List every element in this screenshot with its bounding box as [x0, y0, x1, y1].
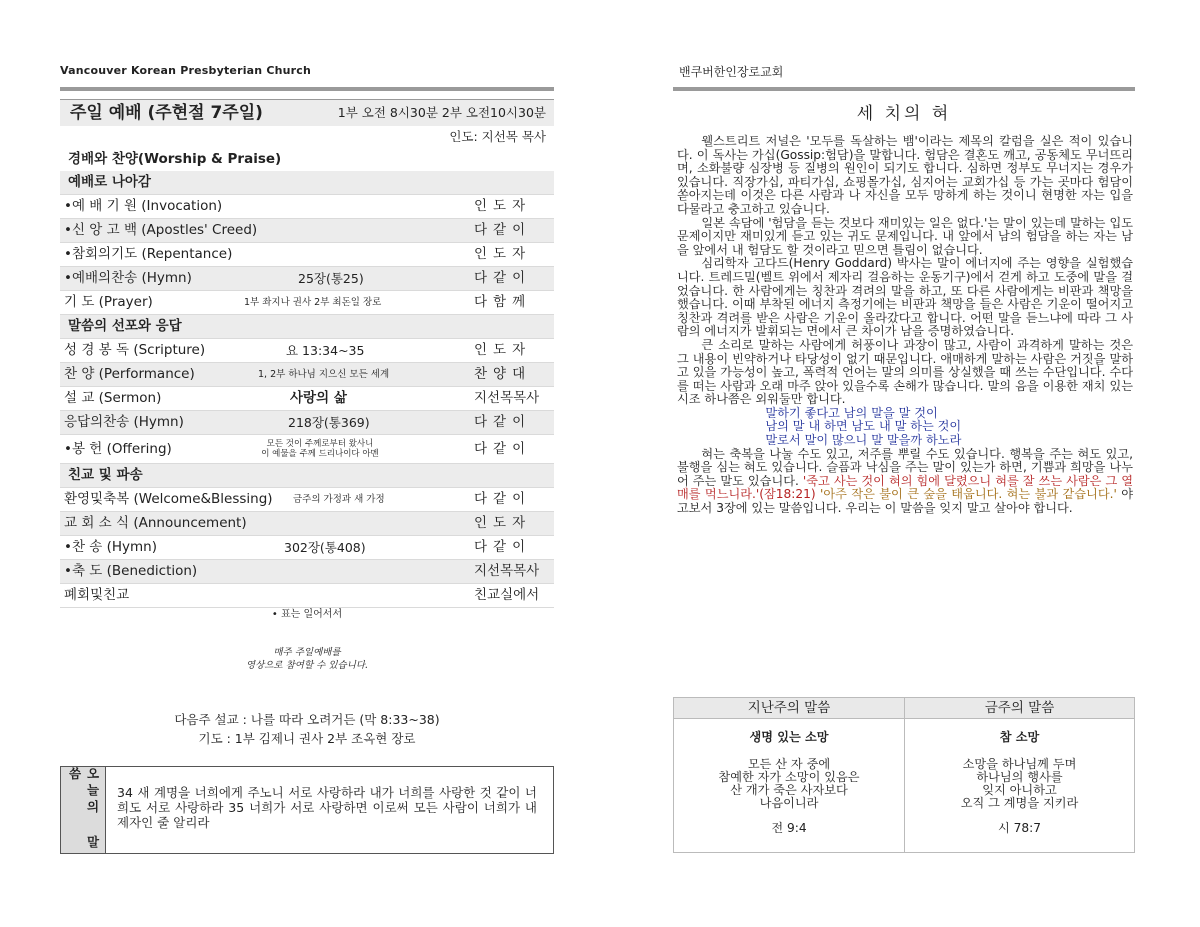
- order-item: 폐회및친교 친교실에서: [60, 584, 554, 608]
- service-leader: 인도: 지선목 목사: [449, 129, 546, 144]
- this-week-verse: 참 소망 소망을 하나님께 두며 하나님의 행사를 잊지 아니하고 오직 그 계명을 지키라 시 78:7: [960, 730, 1079, 835]
- order-of-worship: [60, 99, 554, 608]
- proverb-quote: '죽고 사는 것이 혀의 힘에 달렸으니 혀를 잘 쓰는 사람은 그 열매를 먹느니라.'(잠18:21): [677, 473, 1133, 502]
- order-item: 성 경 봉 독 (Scripture) 요 13:34~35 인도자: [60, 339, 554, 363]
- order-item: •신 앙 고 백 (Apostles' Creed) 다같이: [60, 219, 554, 243]
- order-item: •찬 송 (Hymn) 302장(통408) 다같이: [60, 536, 554, 560]
- column-paragraph: 일본 속담에 '험담을 듣는 것보다 재미있는 일은 없다.'는 말이 있는데 말하는 입도 문제이지만 재미있게 듣고 있는 귀도 문제입니다. 내 앞에서 남의 험담을 하는 자는 남을 앞에서 내 험담도 할 것이라고 믿으면 틀림이 없습니다.: [677, 215, 1133, 257]
- column-page: [673, 0, 1135, 927]
- last-week-header: 지난주의 말씀: [674, 698, 904, 719]
- church-name-english: Vancouver Korean Presbyterian Church: [60, 64, 312, 77]
- column-body: [677, 135, 1133, 516]
- order-item: •봉 헌 (Offering) 모든 것이 주께로부터 왔사니 이 예물을 주께 드리나이다 아멘 다같이: [60, 435, 554, 464]
- header-rule: [60, 87, 554, 91]
- james-quote: '아주 작은 불이 큰 숲을 태웁니다. 혀는 불과 같습니다.': [820, 487, 1117, 502]
- this-week-header: 금주의 말씀: [905, 698, 1134, 719]
- todays-word-text: 34 새 계명을 너희에게 주노니 서로 사랑하라 내가 너희를 사랑한 것 같이 너희도 서로 사랑하라 35 너희가 서로 사랑하면 이로써 모든 사람이 너희가 내 제자인 줄 알리라: [117, 785, 537, 830]
- service-times: 1부 오전 8시30분 2부 오전10시30분: [337, 105, 546, 120]
- next-sermon: 다음주 설교 : 나를 따라 오려거든 (막 8:33~38): [174, 712, 440, 727]
- order-item: •축 도 (Benediction) 지선목목사: [60, 560, 554, 584]
- words-box: [673, 697, 1135, 853]
- order-item: •예 배 기 원 (Invocation) 인도자: [60, 195, 554, 219]
- todays-word-label: 오늘의 말씀: [61, 767, 106, 853]
- order-item: 기 도 (Prayer) 1부 좌지나 권사 2부 최돈일 장로 다함께: [60, 291, 554, 315]
- header-rule: [673, 87, 1135, 91]
- order-item: 환영및축복 (Welcome&Blessing) 금주의 가정과 새 가정 다같이: [60, 488, 554, 512]
- order-item: •예배의찬송 (Hymn) 25장(통25) 다같이: [60, 267, 554, 291]
- order-item: 설 교 (Sermon) 사랑의 삶 지선목목사: [60, 387, 554, 411]
- column-paragraph: 웰스트리트 저널은 '모두를 독살하는 뱀'이라는 제목의 칼럼을 실은 적이 있습니다. 이 독사는 가십(Gossip:험담)을 말합니다. 험담은 결혼도 깨고, 공동체도 무너뜨리며, 소화불량 심장병 등 질병의 원인이 되기도 합니다. 심하면 정부도 무너지는 경우가 있습니다. 직장가십, 파티가십, 쇼핑몰가십, 심지어는 교회가십 등 가는 곳마다 험담이 쏟아지는데 이것은 다른 사람과 나 자신을 모두 망하게 하는 것이니 현명한 자는 입을 다물라고 충고하고 있습니다.: [677, 134, 1133, 216]
- todays-word-box: [60, 766, 554, 854]
- order-item: 찬 양 (Performance) 1, 2부 하나님 지으신 모든 세계 찬양대: [60, 363, 554, 387]
- order-item: 교 회 소 식 (Announcement) 인도자: [60, 512, 554, 536]
- bulletin-page: [60, 0, 554, 927]
- column-title: 세 치의 혀: [856, 104, 952, 124]
- next-prayer: 기도 : 1부 김제니 권사 2부 조옥현 장로: [198, 731, 416, 746]
- order-item: 응답의찬송 (Hymn) 218장(통369) 다같이: [60, 411, 554, 435]
- standing-note: • 표는 일어서서: [271, 609, 343, 620]
- church-name-korean: 밴쿠버한인장로교회: [679, 65, 784, 79]
- column-paragraph: 혀는 축복을 나눌 수도 있고, 저주를 뿌릴 수도 있습니다. 행복을 주는 혀도 있고, 불행을 심는 혀도 있습니다. 슬픔과 낙심을 주는 말이 있는가 하면, 기쁨과 희망을 나누어 주는 말도 있습니다. '죽고 사는 것이 혀의 힘에 달렸으니 혀를 잘 쓰는 사람은 그 열매를 먹느니라.'(잠18:21) '아주 작은 불이 큰 숲을 태웁니다. 혀는 불과 같습니다.' 야고보서 3장에 있는 말씀입니다. 우리는 이 말씀을 잊지 말고 살아야 합니다.: [677, 446, 1133, 516]
- service-title-row: [60, 100, 554, 126]
- column-paragraph: 심리학자 고다드(Henry Goddard) 박사는 말이 에너지에 주는 영향을 실험했습니다. 트레드밀(벨트 위에서 제자리 걸음하는 운동기구)에서 걷게 하고 도중에 말을 걸었습니다. 한 사람에게는 칭찬과 격려의 말을 하고, 또 다른 사람에게는 비판과 책망을 했습니다. 이때 부착된 에너지 측정기에는 비판과 책망을 들은 사람은 기운이 떨어지고 칭찬과 격려를 받은 사람은 기운이 올라갔다고 합니다. 어떤 말을 듣느냐에 따라 그 사람의 에너지가 발휘되는 면에서 큰 차이가 남을 증명하였습니다.: [677, 256, 1133, 339]
- sijo-line: 말로서 말이 많으니 말 말을까 하노라: [765, 433, 962, 448]
- last-week-verse: 생명 있는 소망 모든 산 자 중에 참예한 자가 소망이 있음은 산 개가 죽은 사자보다 나음이니라 전 9:4: [718, 730, 860, 835]
- online-worship-note: 매주 주일예배를 영상으로 참여할 수 있습니다.: [245, 647, 369, 671]
- section-fellowship: 친교 및 파송: [60, 464, 554, 488]
- column-paragraph: 큰 소리로 말하는 사람에게 허풍이나 과장이 많고, 사람이 과격하게 말하는 것은 그 내용이 빈약하거나 타당성이 없기 때문입니다. 애매하게 말하는 사람은 거짓을 말하고 있을 가능성이 높고, 폭력적 언어는 말의 의미를 상실했을 때 쓰는 수단입니다. 수다를 떠는 사람과 오래 마주 앉아 있을수록 손해가 많습니다. 말의 음을 이용한 재치 있는 시조 하나쯤은 외워둘만 합니다.: [677, 337, 1133, 407]
- service-title: 주일 예배 (주현절 7주일): [70, 103, 263, 123]
- order-item: •참회의기도 (Repentance) 인도자: [60, 243, 554, 267]
- sijo-line: 말하기 좋다고 남의 말을 말 것이: [765, 405, 938, 420]
- section-word: 말씀의 선포와 응답: [60, 315, 554, 339]
- sermon-title: 사랑의 삶: [290, 390, 347, 406]
- section-worship: 경배와 찬양(Worship & Praise): [68, 151, 282, 167]
- section-approach: 예배로 나아감: [60, 171, 554, 195]
- sijo-line: 남의 말 내 하면 남도 내 말 하는 것이: [765, 419, 962, 434]
- next-week-info: [60, 710, 554, 748]
- service-leader-row: [60, 126, 554, 148]
